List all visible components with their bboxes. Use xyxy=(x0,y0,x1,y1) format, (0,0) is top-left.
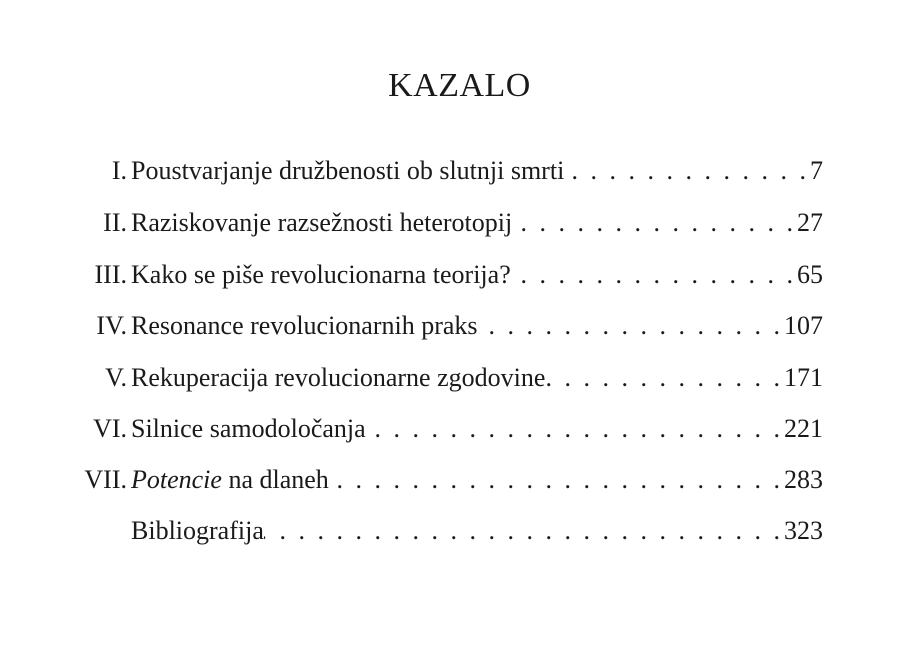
toc-entry[interactable] xyxy=(0,306,919,346)
dot-leader xyxy=(564,151,810,191)
chapter-title-italic: Potencie xyxy=(131,465,222,494)
chapter-title: Kako se piše revolucionarna teorija? xyxy=(131,260,511,289)
toc-entry[interactable] xyxy=(0,151,919,191)
chapter-title: Raziskovanje razsežnosti heterotopij xyxy=(131,208,513,237)
page-number: 7 xyxy=(810,156,823,185)
page-number: 221 xyxy=(784,414,823,443)
chapter-title: Silnice samodoločanja xyxy=(131,414,366,443)
dot-leader xyxy=(512,203,797,243)
toc-entry[interactable] xyxy=(0,409,919,449)
dot-leader xyxy=(545,358,784,398)
page-number: 323 xyxy=(784,516,823,545)
chapter-title: Resonance revolucionarnih praks xyxy=(131,311,478,340)
dot-leader xyxy=(264,511,784,551)
toc-entry[interactable] xyxy=(0,511,919,551)
chapter-numeral: II. xyxy=(103,208,127,237)
chapter-numeral: I. xyxy=(111,156,127,185)
dot-leader xyxy=(511,255,797,295)
chapter-numeral: V. xyxy=(105,363,127,392)
chapter-title: Bibliografija xyxy=(131,516,264,545)
dot-leader xyxy=(329,460,784,500)
chapter-numeral: III. xyxy=(94,260,127,289)
chapter-title: Poustvarjanje družbenosti ob slutnji smrti xyxy=(131,156,565,185)
toc-entry[interactable] xyxy=(0,460,919,500)
page-number: 107 xyxy=(784,311,823,340)
chapter-title-rest: na dlaneh xyxy=(221,465,329,494)
chapter-numeral: IV. xyxy=(96,311,127,340)
dot-leader xyxy=(478,306,784,346)
toc-entry[interactable] xyxy=(0,203,919,243)
toc-entry[interactable] xyxy=(0,358,919,398)
page-number: 65 xyxy=(797,260,823,289)
chapter-title xyxy=(131,460,329,500)
chapter-title: Rekuperacija revolucionarne zgodovine xyxy=(131,363,546,392)
chapter-numeral: VII. xyxy=(84,465,127,494)
page-number: 27 xyxy=(797,208,823,237)
dot-leader xyxy=(366,409,784,449)
toc-entry[interactable] xyxy=(0,255,919,295)
page-number: 171 xyxy=(784,363,823,392)
chapter-numeral: VI. xyxy=(93,414,127,443)
page-title: KAZALO xyxy=(388,67,531,104)
page-number: 283 xyxy=(784,465,823,494)
